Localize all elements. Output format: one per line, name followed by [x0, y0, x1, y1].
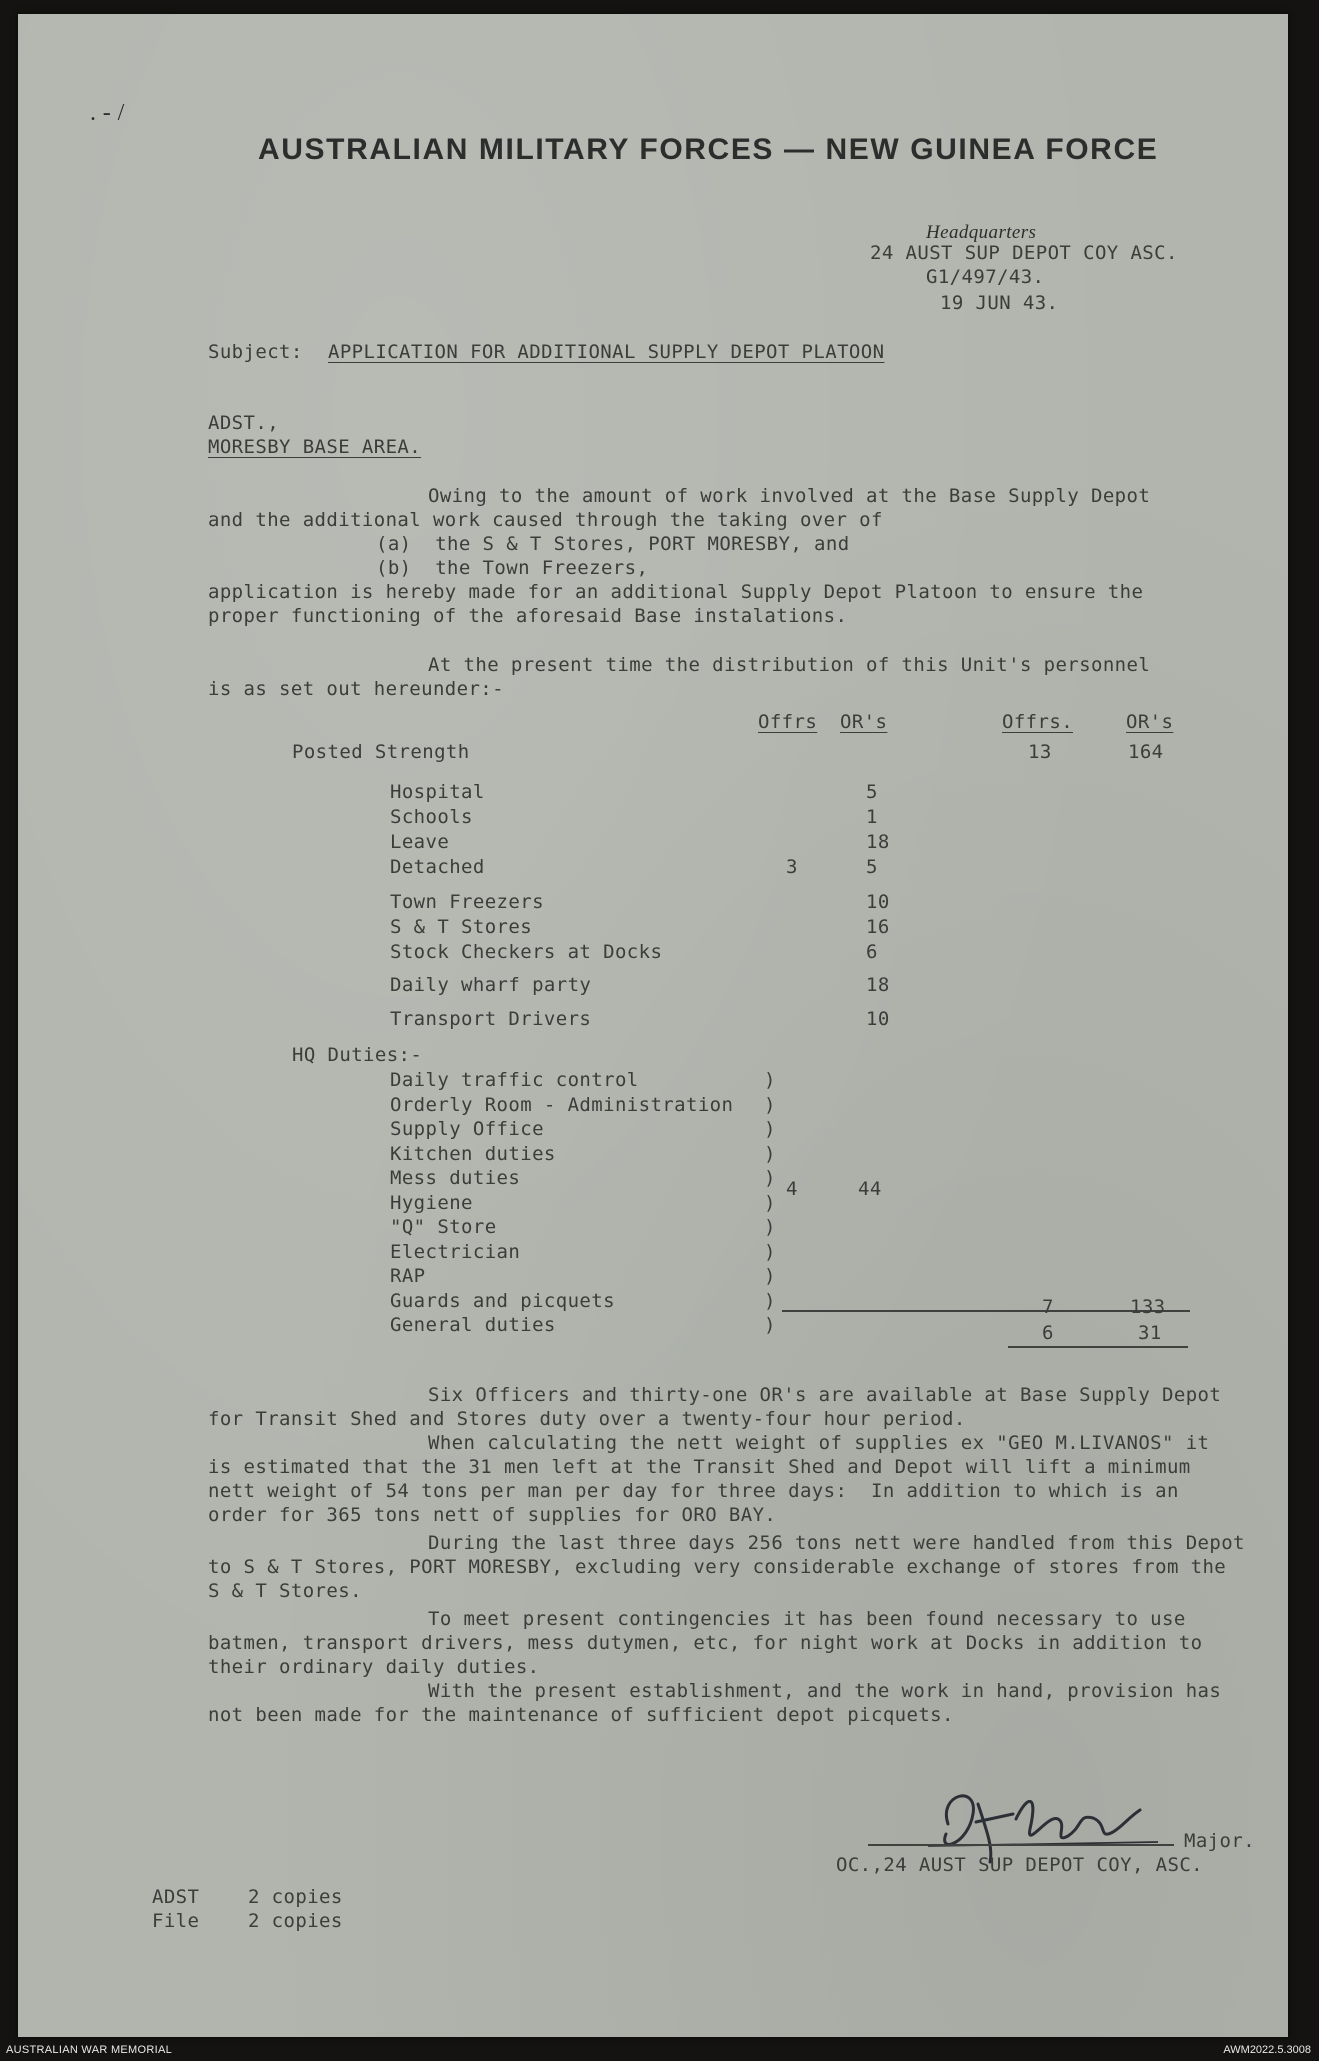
letter-date: 19 JUN 43.: [940, 292, 1059, 314]
intro-line-3: application is hereby made for an additional Supply Depot Platoon to ensure the: [208, 581, 1144, 603]
letterhead: AUSTRALIAN MILITARY FORCES — NEW GUINEA FORCE: [258, 133, 1159, 166]
table-row-ors: 1: [866, 806, 878, 828]
distribution-line-1: At the present time the distribution of this Unit's personnel: [428, 654, 1151, 676]
table-row-ors: 10: [866, 1008, 890, 1030]
posted-strength-ors: 164: [1128, 741, 1164, 763]
table-row-label: Town Freezers: [390, 891, 544, 913]
table-row-label: S & T Stores: [390, 916, 533, 938]
archive-name: AUSTRALIAN WAR MEMORIAL: [6, 2044, 173, 2056]
intro-line-4: proper functioning of the aforesaid Base instalations.: [208, 605, 848, 627]
hq-duty-item: Daily traffic control: [390, 1069, 639, 1091]
headquarters-label: Headquarters: [926, 222, 1037, 243]
col-header-offrs: Offrs: [758, 711, 818, 733]
para2-line3: nett weight of 54 tons per man per day for three days: In addition to which is an: [208, 1480, 1179, 1502]
para3-line3: S & T Stores.: [208, 1580, 362, 1602]
para3-line1: During the last three days 256 tons nett were handled from this Depot: [428, 1532, 1245, 1554]
balance-offrs: 6: [1042, 1322, 1054, 1344]
hq-duty-item: General duties: [390, 1314, 556, 1336]
total-rule-lower: [1008, 1346, 1188, 1348]
para4-line1: To meet present contingencies it has been found necessary to use: [428, 1608, 1186, 1630]
distribution-copies: 2 copies: [248, 1886, 343, 1908]
table-row-ors: 5: [866, 856, 878, 878]
intro-item-a: (a) the S & T Stores, PORT MORESBY, and: [376, 533, 850, 555]
hq-duty-item: Mess duties: [390, 1167, 521, 1189]
hq-duty-item: Guards and picquets: [390, 1289, 615, 1312]
addressee-line-2: MORESBY BASE AREA.: [208, 436, 422, 458]
para4-line2: batmen, transport drivers, mess dutymen, etc, for night work at Docks in addition to: [208, 1632, 1203, 1654]
hq-duties-label: HQ Duties:-: [292, 1044, 423, 1066]
bracket-mark: ): [764, 1289, 776, 1312]
table-row-ors: 18: [866, 974, 890, 996]
unit-name: 24 AUST SUP DEPOT COY ASC.: [870, 242, 1178, 264]
balance-ors: 31: [1138, 1322, 1162, 1344]
col-header-ors-total: OR's: [1126, 711, 1174, 733]
table-row-ors: 5: [866, 781, 878, 803]
hq-duty-item: RAP: [390, 1265, 426, 1287]
distribution-recipient: File: [152, 1910, 200, 1932]
hq-total-ors: 44: [858, 1178, 882, 1200]
para1-line1: Six Officers and thirty-one OR's are available at Base Supply Depot: [428, 1384, 1222, 1406]
bracket-mark: ): [764, 1314, 776, 1336]
table-row-label: Hospital: [390, 781, 485, 803]
para1-line2: for Transit Shed and Stores duty over a twenty-four hour period.: [208, 1408, 966, 1430]
para2-line4: order for 365 tons nett of supplies for ORO BAY.: [208, 1504, 777, 1526]
para2-line2: is estimated that the 31 men left at the Transit Shed and Depot will lift a minimum: [208, 1456, 1191, 1478]
archive-reference: AWM2022.5.3008: [1223, 2044, 1311, 2056]
hq-duty-item: Supply Office: [390, 1118, 544, 1140]
addressee-line-1: ADST.,: [208, 412, 280, 434]
table-row-ors: 6: [866, 941, 878, 963]
hq-duty-item: Electrician: [390, 1240, 521, 1263]
table-row-offrs: 3: [786, 856, 798, 878]
table-row-label: Detached: [390, 856, 485, 878]
archive-footer: [0, 2041, 1319, 2061]
total-rule-upper: [782, 1310, 1190, 1312]
table-row-label: Schools: [390, 806, 473, 828]
hq-duty-item: "Q" Store: [390, 1216, 497, 1238]
bracket-mark: ): [764, 1118, 776, 1140]
bracket-mark: ): [764, 1142, 776, 1165]
bracket-mark: ): [764, 1240, 776, 1263]
signature-line: [868, 1844, 1174, 1846]
distribution-copies: 2 copies: [248, 1910, 343, 1932]
reference-number: G1/497/43.: [926, 266, 1045, 288]
hq-total-offrs: 4: [786, 1178, 798, 1200]
hq-duty-item: Kitchen duties: [390, 1142, 556, 1165]
distribution-line-2: is as set out hereunder:-: [208, 678, 504, 700]
posted-strength-offrs: 13: [1028, 741, 1052, 763]
bracket-mark: ): [764, 1093, 776, 1116]
distribution-recipient: ADST: [152, 1886, 200, 1908]
bracket-mark: ): [764, 1191, 776, 1214]
signatory-unit: OC.,24 AUST SUP DEPOT COY, ASC.: [836, 1854, 1204, 1876]
table-row-label: Leave: [390, 831, 450, 853]
para4-line3: their ordinary daily duties.: [208, 1656, 540, 1678]
para5-line2: not been made for the maintenance of sufficient depot picquets.: [208, 1704, 954, 1726]
subtotal-ors: 133: [1130, 1296, 1166, 1318]
intro-item-b: (b) the Town Freezers,: [376, 557, 649, 579]
corner-mark: . - /: [90, 100, 125, 126]
table-row-ors: 16: [866, 916, 890, 938]
para2-line1: When calculating the nett weight of supplies ex "GEO M.LIVANOS" it: [428, 1432, 1210, 1454]
subject-text: APPLICATION FOR ADDITIONAL SUPPLY DEPOT PLATOON: [328, 341, 885, 363]
col-header-ors: OR's: [840, 711, 888, 733]
table-row-ors: 10: [866, 891, 890, 913]
intro-line-1: Owing to the amount of work involved at the Base Supply Depot: [428, 485, 1151, 507]
table-row-ors: 18: [866, 831, 890, 853]
document-page: [18, 14, 1288, 2037]
bracket-mark: ): [764, 1216, 776, 1238]
subject-label: Subject:: [208, 341, 303, 363]
table-row-label: Stock Checkers at Docks: [390, 941, 663, 963]
table-row-label: Daily wharf party: [390, 974, 592, 996]
signatory-rank: Major.: [1184, 1830, 1256, 1852]
para3-line2: to S & T Stores, PORT MORESBY, excluding very considerable exchange of stores from the: [208, 1556, 1227, 1578]
bracket-mark: ): [764, 1167, 776, 1189]
table-row-label: Transport Drivers: [390, 1008, 592, 1030]
subtotal-offrs: 7: [1042, 1296, 1054, 1318]
hq-duty-item: Hygiene: [390, 1191, 473, 1214]
bracket-mark: ): [764, 1069, 776, 1091]
intro-line-2: and the additional work caused through the taking over of: [208, 509, 883, 531]
col-header-offrs-total: Offrs.: [1002, 711, 1074, 733]
posted-strength-label: Posted Strength: [292, 741, 470, 763]
bracket-mark: ): [764, 1265, 776, 1287]
hq-duty-item: Orderly Room - Administration: [390, 1093, 734, 1116]
para5-line1: With the present establishment, and the work in hand, provision has: [428, 1680, 1222, 1702]
